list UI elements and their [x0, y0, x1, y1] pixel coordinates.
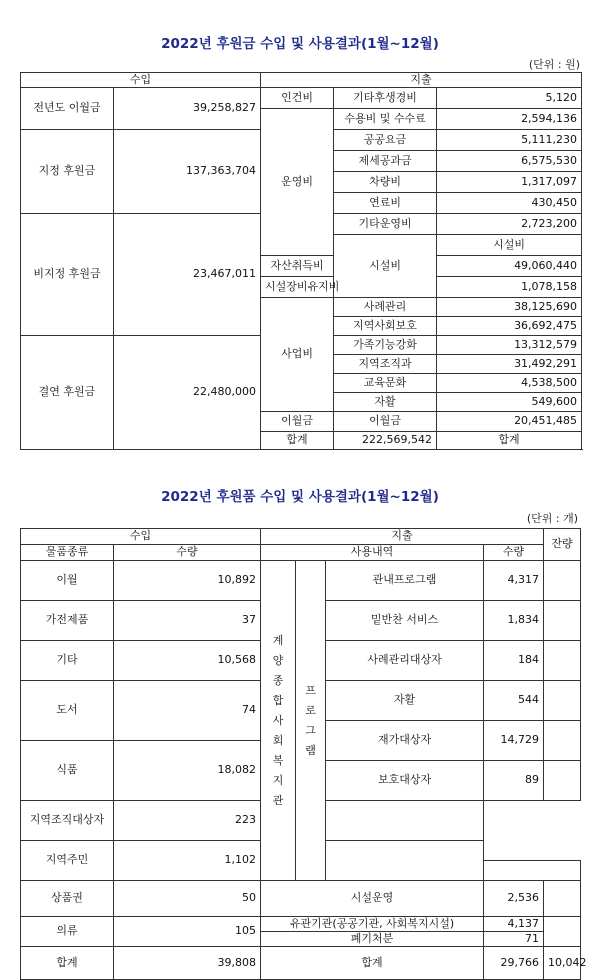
- program-item-qty: 223: [114, 801, 261, 841]
- goods-income-label: 상품권: [21, 881, 114, 917]
- expense-item-amount: 2,723,200: [437, 214, 582, 235]
- program-item-label: 재가대상자: [326, 721, 484, 761]
- expense-item-label: 수용비 및 수수료: [334, 109, 437, 130]
- related-qty: 4,137: [484, 917, 544, 932]
- expense-item-label: 연료비: [334, 193, 437, 214]
- expense-item-amount: 38,125,690: [437, 298, 582, 317]
- expense-item-label: 기타후생경비: [334, 88, 437, 109]
- expense-item-amount: 1,317,097: [437, 172, 582, 193]
- disposal-qty: 71: [484, 932, 544, 947]
- col-qty: 수량: [114, 545, 261, 561]
- program-item-label: 보호대상자: [326, 761, 484, 801]
- program-item-label: 관내프로그램: [326, 561, 484, 601]
- org-name-vertical: 계 양 종 합 사 회 복 지 관: [261, 561, 296, 881]
- income-label: 비지정 후원금: [21, 214, 114, 336]
- program-item-label: 사례관리대상자: [326, 641, 484, 681]
- goods-unit: (단위 : 개): [526, 512, 578, 525]
- program-item-qty: 89: [484, 761, 544, 801]
- expense-item-amount: 13,312,579: [437, 336, 582, 355]
- goods-income-label: 의류: [21, 917, 114, 947]
- disposal-label: 폐기처분: [261, 932, 484, 947]
- goods-total-label: 합계: [21, 947, 114, 980]
- income-header: 수입: [21, 73, 261, 88]
- col-usage: 사용내역: [261, 545, 484, 561]
- income-amount: 39,258,827: [114, 88, 261, 130]
- balance-cell: [326, 801, 484, 841]
- program-item-label: 자활: [326, 681, 484, 721]
- program-item-qty: 184: [484, 641, 544, 681]
- income-label: 전년도 이월금: [21, 88, 114, 130]
- goods-income-label: 이월: [21, 561, 114, 601]
- expense-item-label: 이월금: [334, 412, 437, 432]
- goods-income-qty: 105: [114, 917, 261, 947]
- expense-item-label: 교육문화: [334, 374, 437, 393]
- expense-item-label: 공공요금: [334, 130, 437, 151]
- goods-income-label: 기타: [21, 641, 114, 681]
- goods-total-label: 합계: [261, 947, 484, 980]
- goods-income-qty: 50: [114, 881, 261, 917]
- expense-category: 운영비: [261, 109, 334, 256]
- goods-income-label: 식품: [21, 741, 114, 801]
- expense-category: 시설비: [334, 235, 437, 298]
- program-item-qty: 544: [484, 681, 544, 721]
- expense-item-amount: 430,450: [437, 193, 582, 214]
- expense-header: 지출: [261, 73, 582, 88]
- goods-expense-header: 지출: [261, 529, 544, 545]
- expense-item-amount: 36,692,475: [437, 317, 582, 336]
- balance-cell: [544, 761, 581, 801]
- facility-label: 시설운영: [261, 881, 484, 917]
- program-item-label: 밑반찬 서비스: [326, 601, 484, 641]
- program-item-qty: 4,317: [484, 561, 544, 601]
- program-item-qty: 1,834: [484, 601, 544, 641]
- expense-item-label: 가족기능강화: [334, 336, 437, 355]
- goods-total-expense: 29,766: [484, 947, 544, 980]
- expense-item-label: 자활: [334, 393, 437, 412]
- balance-cell: [544, 881, 581, 917]
- balance-cell: [544, 601, 581, 641]
- expense-item-label: 기타운영비: [334, 214, 437, 235]
- expense-item-label: 사례관리: [334, 298, 437, 317]
- expense-item-label: 자산취득비: [261, 256, 334, 277]
- expense-item-label: 제세공과금: [334, 151, 437, 172]
- goods-income-qty: 37: [114, 601, 261, 641]
- balance-cell: [326, 841, 484, 881]
- balance-header: 잔량: [544, 529, 581, 561]
- income-label: 결연 후원금: [21, 336, 114, 450]
- balance-cell: [544, 721, 581, 761]
- income-amount: 22,480,000: [114, 336, 261, 450]
- income-label: 지정 후원금: [21, 130, 114, 214]
- donation-table: [20, 72, 582, 450]
- expense-item-amount: 49,060,440: [437, 256, 582, 277]
- balance-cell: [544, 561, 581, 601]
- expense-item-amount: 4,538,500: [437, 374, 582, 393]
- expense-item-label: 시설비: [437, 235, 582, 256]
- goods-balance: 10,042: [544, 947, 581, 980]
- expense-item-amount: 31,492,291: [437, 355, 582, 374]
- expense-item-amount: 5,111,230: [437, 130, 582, 151]
- goods-income-qty: 74: [114, 681, 261, 741]
- col-qty2: 수량: [484, 545, 544, 561]
- expense-item-amount: 1,078,158: [437, 277, 582, 298]
- expense-item-amount: 549,600: [437, 393, 582, 412]
- expense-category: 사업비: [261, 298, 334, 412]
- expense-item-label: 차량비: [334, 172, 437, 193]
- expense-item-amount: 6,575,530: [437, 151, 582, 172]
- balance-cell: [544, 917, 581, 947]
- goods-income-label: 도서: [21, 681, 114, 741]
- balance-cell: [544, 641, 581, 681]
- total-label: 합계: [437, 432, 582, 450]
- goods-table: [20, 528, 587, 980]
- col-type: 물품종류: [21, 545, 114, 561]
- goods-income-header: 수입: [21, 529, 261, 545]
- goods-income-qty: 10,892: [114, 561, 261, 601]
- expense-item-amount: 5,120: [437, 88, 582, 109]
- facility-qty: 2,536: [484, 881, 544, 917]
- expense-category: 인건비: [261, 88, 334, 109]
- expense-item-label: 지역사회보호: [334, 317, 437, 336]
- total-label: 합계: [261, 432, 334, 450]
- goods-income-qty: 18,082: [114, 741, 261, 801]
- donation-title: 2022년 후원금 수입 및 사용결과(1월~12월): [161, 36, 439, 52]
- income-amount: 23,467,011: [114, 214, 261, 336]
- program-item-qty: 1,102: [114, 841, 261, 881]
- program-item-label: 지역조직대상자: [21, 801, 114, 841]
- expense-item-amount: 20,451,485: [437, 412, 582, 432]
- program-item-label: 지역주민: [21, 841, 114, 881]
- program-vertical: 프 로 그 램: [296, 561, 326, 881]
- related-label: 유관기관(공공기관, 사회복지시설): [261, 917, 484, 932]
- goods-total-income: 39,808: [114, 947, 261, 980]
- expense-item-amount: 2,594,136: [437, 109, 582, 130]
- goods-title: 2022년 후원품 수입 및 사용결과(1월~12월): [161, 489, 439, 505]
- balance-cell: [544, 681, 581, 721]
- program-item-qty: 14,729: [484, 721, 544, 761]
- expense-item-label: 지역조직과: [334, 355, 437, 374]
- blank-cell: [484, 861, 581, 881]
- total-income: 222,569,542: [334, 432, 437, 450]
- goods-income-label: 가전제품: [21, 601, 114, 641]
- income-amount: 137,363,704: [114, 130, 261, 214]
- expense-item-label: 시설장비유지비: [261, 277, 334, 298]
- donation-unit: (단위 : 원): [528, 58, 580, 71]
- expense-category: 이월금: [261, 412, 334, 432]
- goods-income-qty: 10,568: [114, 641, 261, 681]
